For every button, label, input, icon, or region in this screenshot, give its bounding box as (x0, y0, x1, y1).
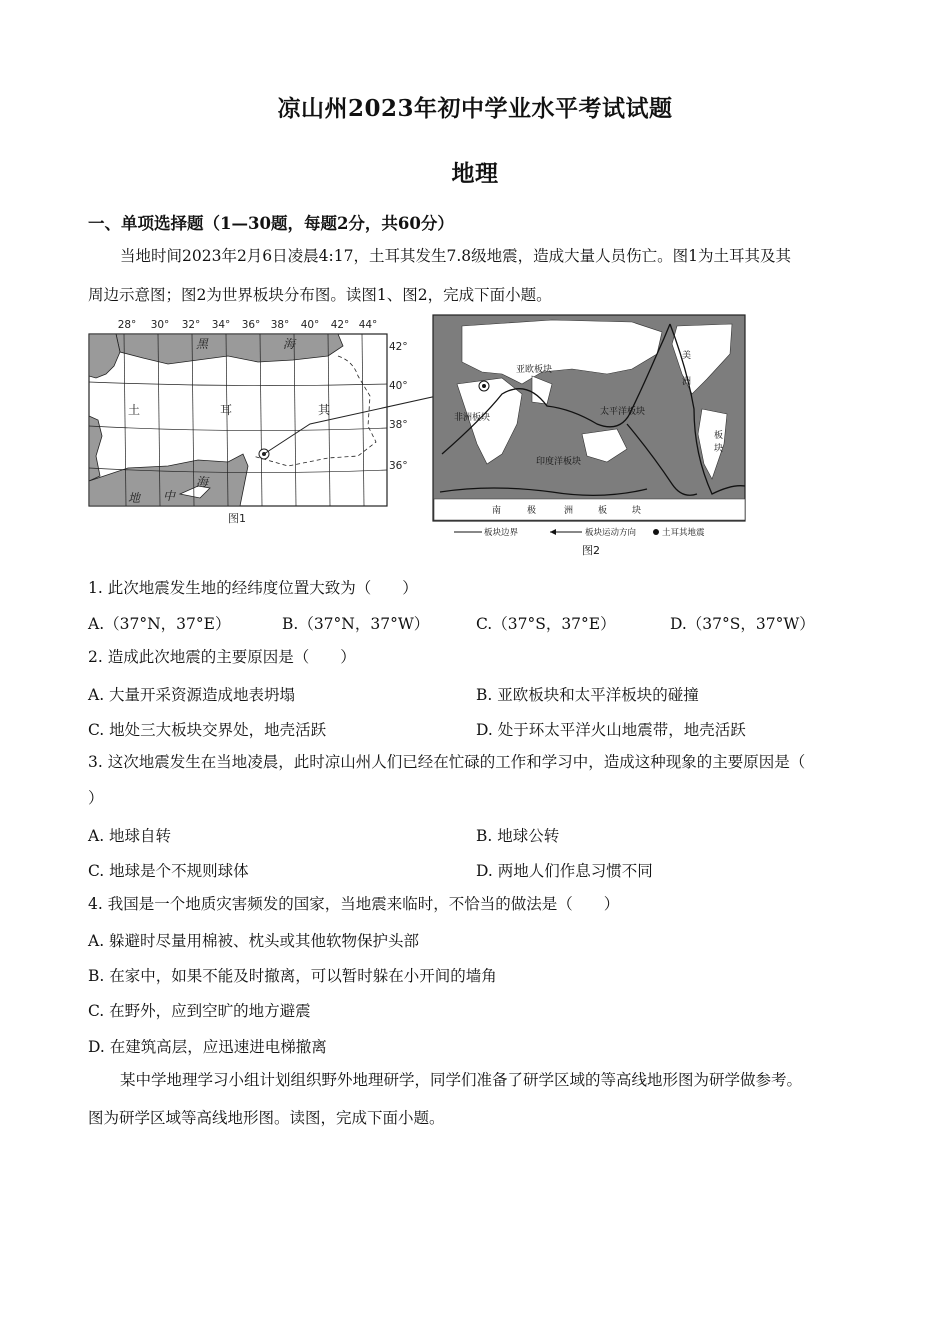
lon-label: 30° (150, 319, 170, 331)
question-4-option-c[interactable]: C. 在野外，应到空旷的地方避震 (88, 1002, 311, 1020)
african-plate-label: 非洲板块 (454, 413, 491, 423)
question-3-stem-line2: ） (88, 789, 104, 807)
black-sea-label: 黑 (196, 337, 209, 351)
question-1-option-d[interactable]: D.（37°S，37°W） (670, 615, 815, 633)
question-3-option-d[interactable]: D. 两地人们作息习惯不同 (476, 862, 653, 880)
question-1-stem: 1. 此次地震发生地的经纬度位置大致为（ ） (88, 579, 418, 597)
legend-quake: 土耳其地震 (662, 528, 705, 538)
lon-label: 28° (117, 319, 137, 331)
eurasian-plate-label: 亚欧板块 (516, 365, 553, 375)
lat-label: 38° (389, 419, 408, 431)
question-2-option-b[interactable]: B. 亚欧板块和太平洋板块的碰撞 (476, 686, 699, 704)
plate-label: 块 (714, 444, 724, 454)
pacific-plate-label: 太平洋板块 (600, 407, 646, 417)
question-4-option-a[interactable]: A. 躲避时尽量用棉被、枕头或其他软物保护头部 (88, 932, 420, 950)
mediterranean-label: 地 (128, 491, 141, 505)
black-sea-label: 海 (283, 337, 296, 351)
intro2-paragraph-line2: 图为研学区域等高线地形图。读图，完成下面小题。 (88, 1109, 445, 1127)
question-4-option-d[interactable]: D. 在建筑高层，应迅速进电梯撤离 (88, 1038, 327, 1056)
lat-label: 42° (389, 341, 408, 353)
exam-title: 凉山州2023年初中学业水平考试试题 (277, 95, 673, 122)
plate-label: 板 (714, 431, 724, 441)
lon-label: 38° (270, 319, 290, 331)
lon-label: 44° (358, 319, 378, 331)
question-4-option-b[interactable]: B. 在家中，如果不能及时撤离，可以暂时躲在小开间的墙角 (88, 967, 497, 985)
section-heading: 一、单项选择题（1—30题，每题2分，共60分） (88, 214, 454, 233)
subject-title: 地理 (451, 160, 499, 187)
lon-label: 34° (211, 319, 231, 331)
lat-label: 36° (389, 460, 408, 472)
legend-direction: 板块运动方向 (585, 528, 637, 538)
question-4-stem: 4. 我国是一个地质灾害频发的国家，当地震来临时，不恰当的做法是（ ） (88, 895, 620, 913)
question-3-option-c[interactable]: C. 地球是个不规则球体 (88, 862, 249, 880)
question-2-option-a[interactable]: A. 大量开采资源造成地表坍塌 (88, 686, 296, 704)
question-3-option-a[interactable]: A. 地球自转 (88, 827, 172, 845)
america-label: 洲 (682, 377, 692, 387)
question-1-option-b[interactable]: B.（37°N，37°W） (282, 615, 430, 633)
antarctic-plate-label: 板 (598, 506, 608, 516)
lon-label: 32° (181, 319, 201, 331)
lat-label: 40° (389, 380, 408, 392)
figure2-world-plates-map (432, 314, 748, 562)
figure1-caption: 图1 (228, 512, 246, 525)
antarctic-plate-label: 极 (527, 506, 537, 516)
antarctic-plate-label: 洲 (564, 506, 574, 516)
question-2-option-c[interactable]: C. 地处三大板块交界处，地壳活跃 (88, 721, 327, 739)
question-3-option-b[interactable]: B. 地球公转 (476, 827, 560, 845)
figure2-caption: 图2 (582, 544, 600, 557)
intro2-paragraph-line1: 某中学地理学习小组计划组织野外地理研学，同学们准备了研学区域的等高线地形图为研学做参考。 (120, 1071, 803, 1089)
lon-label: 42° (330, 319, 350, 331)
america-label: 美 (682, 351, 692, 361)
turkey-label: 其 (318, 403, 331, 417)
question-2-stem: 2. 造成此次地震的主要原因是（ ） (88, 648, 356, 666)
intro-paragraph-line1: 当地时间2023年2月6日凌晨4:17，土耳其发生7.8级地震，造成大量人员伤亡。图1为土耳其及其 (120, 247, 791, 265)
mediterranean-label: 海 (196, 475, 209, 489)
indian-plate-label: 印度洋板块 (536, 457, 582, 467)
turkey-label: 耳 (220, 403, 233, 417)
question-1-option-a[interactable]: A.（37°N，37°E） (88, 615, 231, 633)
question-2-option-d[interactable]: D. 处于环太平洋火山地震带，地壳活跃 (476, 721, 746, 739)
turkey-label: 土 (128, 403, 141, 417)
legend-boundary: 板块边界 (484, 528, 519, 538)
antarctic-plate-label: 南 (492, 506, 502, 516)
lon-label: 40° (300, 319, 320, 331)
mediterranean-label: 中 (163, 489, 176, 503)
question-3-stem-line1: 3. 这次地震发生在当地凌晨，此时凉山州人们已经在忙碌的工作和学习中，造成这种现象的主要原因是（ (88, 753, 806, 771)
question-1-option-c[interactable]: C.（37°S，37°E） (476, 615, 616, 633)
lon-label: 36° (241, 319, 261, 331)
intro-paragraph-line2: 周边示意图；图2为世界板块分布图。读图1、图2，完成下面小题。 (88, 286, 552, 304)
antarctic-plate-label: 块 (632, 506, 642, 516)
